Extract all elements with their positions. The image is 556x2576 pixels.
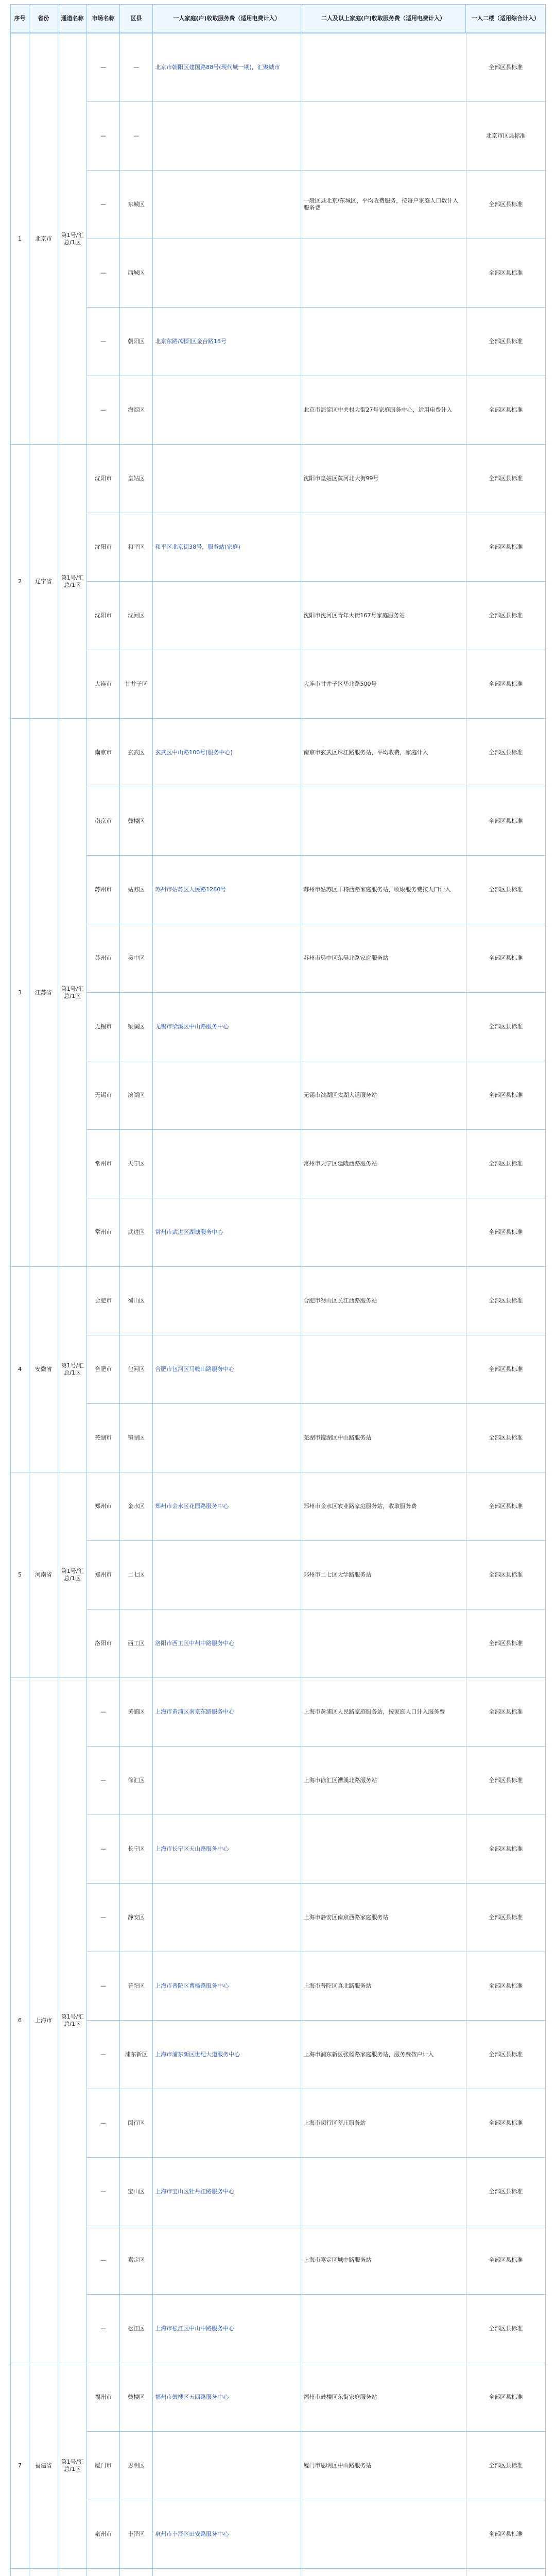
cell-option2: 常州市天宁区延陵西路服务站	[301, 1130, 466, 1198]
cell-province: 江苏省	[29, 719, 58, 1267]
cell-province: 安徽省	[29, 1267, 58, 1472]
cell-option2: 上海市黄浦区人民路家庭服务站，按家庭人口计入服务费	[301, 1678, 466, 1747]
cell-seq: 3	[11, 719, 29, 1267]
cell-district: 浦东新区	[120, 2021, 153, 2089]
cell-district: —	[120, 102, 153, 171]
cell-option3: 全部区县标准	[466, 33, 545, 102]
cell-district: 长宁区	[120, 1815, 153, 1884]
cell-option2: 无锡市滨湖区太湖大道服务站	[301, 1061, 466, 1130]
table-row	[11, 1678, 546, 1747]
cell-option3: 全部区县标准	[466, 1747, 545, 1815]
cell-option1	[153, 1130, 301, 1198]
cell-district: 宝山区	[120, 2158, 153, 2226]
cell-option2: 上海市徐汇区漕溪北路服务站	[301, 1747, 466, 1815]
cell-option3: 全部区县标准	[466, 2295, 545, 2363]
cell-province: 上海市	[29, 1678, 58, 2363]
cell-mode: 第1号/汇总/1区	[58, 445, 87, 719]
cell-district: 姑苏区	[120, 856, 153, 924]
cell-district: 甘井子区	[120, 650, 153, 719]
cell-district: 黄浦区	[120, 1678, 153, 1747]
cell-province: 河南省	[29, 1472, 58, 1678]
cell-option2	[301, 1335, 466, 1404]
header-province: 省份	[29, 5, 58, 32]
cell-option1: 郑州市金水区花园路服务中心	[153, 1472, 301, 1541]
table-header	[10, 4, 546, 33]
table-row	[11, 2363, 546, 2432]
cell-option1: 上海市宝山区牡丹江路服务中心	[153, 2158, 301, 2226]
table-row	[11, 856, 546, 924]
cell-option1	[153, 1541, 301, 1609]
cell-district: —	[120, 33, 153, 102]
cell-option2: 福州市鼓楼区东街家庭服务站	[301, 2363, 466, 2432]
cell-option2	[301, 513, 466, 582]
cell-city: —	[87, 1678, 120, 1747]
cell-city: 厦门市	[87, 2432, 120, 2500]
cell-city: —	[87, 2295, 120, 2363]
cell-option3: 全部区县标准	[466, 2226, 545, 2295]
cell-district: 思明区	[120, 2432, 153, 2500]
cell-option1: 泉州市丰泽区田安路服务中心	[153, 2500, 301, 2569]
cell-city: 沈阳市	[87, 582, 120, 650]
table-row	[11, 1335, 546, 1404]
cell-city: —	[87, 1884, 120, 1952]
cell-city: —	[87, 2021, 120, 2089]
cell-option3: 全部区县标准	[466, 1335, 545, 1404]
cell-district: 东城区	[120, 171, 153, 239]
cell-option3: 全部区县标准	[466, 787, 545, 856]
cell-district: 普陀区	[120, 1952, 153, 2021]
cell-option2	[301, 239, 466, 308]
cell-option3: 全部区县标准	[466, 2363, 545, 2432]
cell-option1	[153, 787, 301, 856]
cell-option2	[301, 2569, 466, 2576]
cell-option1	[153, 445, 301, 513]
table-row	[11, 1747, 546, 1815]
table-row	[11, 1609, 546, 1678]
cell-option1	[153, 650, 301, 719]
cell-city: 合肥市	[87, 1267, 120, 1335]
document	[10, 4, 546, 2576]
cell-option1: 洛阳市西工区中州中路服务中心	[153, 1609, 301, 1678]
cell-option1	[153, 376, 301, 445]
cell-district: 金水区	[120, 1472, 153, 1541]
cell-option2: 上海市普陀区真北路服务站	[301, 1952, 466, 2021]
cell-district: 包河区	[120, 1335, 153, 1404]
cell-option3: 全部区县标准	[466, 1541, 545, 1609]
table-row	[11, 2500, 546, 2569]
cell-option3: 全部区县标准	[466, 856, 545, 924]
table-row	[11, 2021, 546, 2089]
cell-district: 玄武区	[120, 719, 153, 787]
cell-option2	[301, 102, 466, 171]
cell-option1: 常州市武进区湖塘服务中心	[153, 1198, 301, 1267]
cell-city: 大连市	[87, 650, 120, 719]
cell-district: 鼓楼区	[120, 2363, 153, 2432]
cell-city: 福州市	[87, 2363, 120, 2432]
cell-option1	[153, 102, 301, 171]
table-row	[11, 924, 546, 993]
table-row	[11, 993, 546, 1061]
cell-city: —	[87, 2089, 120, 2158]
cell-option2: 一般区县北京/东城区，平均收费服务，按每户家庭人口数计入服务费	[301, 171, 466, 239]
header-mode: 通道名称	[58, 5, 87, 32]
table-row	[11, 102, 546, 171]
cell-option2: 南京市玄武区珠江路服务站，平均收费，家庭计入	[301, 719, 466, 787]
cell-option2: 沈阳市皇姑区黄河北大街99号	[301, 445, 466, 513]
cell-seq: 1	[11, 33, 29, 445]
table-row	[11, 1472, 546, 1541]
cell-option2	[301, 993, 466, 1061]
cell-option3: 全部区县标准	[466, 239, 545, 308]
table-row	[11, 1404, 546, 1472]
cell-option3: 全部区县标准	[466, 1472, 545, 1541]
table-row	[11, 33, 546, 102]
cell-option3: 全部区县标准	[466, 719, 545, 787]
header-option3: 一人二楼（适用综合计入）	[472, 15, 540, 22]
cell-city: —	[87, 1952, 120, 2021]
cell-option1: 合肥市包河区马鞍山路服务中心	[153, 1335, 301, 1404]
cell-mode	[58, 2569, 87, 2576]
cell-option2: 上海市嘉定区城中路服务站	[301, 2226, 466, 2295]
cell-option3: 北京市区县标准	[466, 102, 545, 171]
cell-district: 海淀区	[120, 376, 153, 445]
table-row	[11, 582, 546, 650]
cell-city: 常州市	[87, 1130, 120, 1198]
cell-province	[29, 2569, 58, 2576]
cell-mode: 第1号/汇总/1区	[58, 1472, 87, 1678]
cell-option2: 上海市浦东新区张杨路家庭服务站，服务费按户计入	[301, 2021, 466, 2089]
cell-city: 南京市	[87, 719, 120, 787]
cell-city: —	[87, 171, 120, 239]
cell-option2: 上海市闵行区莘庄服务站	[301, 2089, 466, 2158]
cell-city: 郑州市	[87, 1472, 120, 1541]
cell-option3: 全部区县标准	[466, 924, 545, 993]
cell-city: —	[87, 2226, 120, 2295]
cell-option1	[153, 924, 301, 993]
cell-option2	[301, 2500, 466, 2569]
cell-district: 静安区	[120, 1884, 153, 1952]
cell-option3: 全部区县标准	[466, 1267, 545, 1335]
cell-city: —	[87, 102, 120, 171]
cell-district: 吴中区	[120, 924, 153, 993]
cell-option3: 全部区县标准	[466, 1198, 545, 1267]
table-row	[11, 1815, 546, 1884]
cell-option1	[153, 239, 301, 308]
cell-option2: 北京市海淀区中关村大街27号家庭服务中心，适用电费计入	[301, 376, 466, 445]
cell-option2	[301, 1198, 466, 1267]
cell-city: 芜湖市	[87, 1404, 120, 1472]
cell-option3: 全部区县标准	[466, 2021, 545, 2089]
cell-option2	[301, 2295, 466, 2363]
cell-district: 松江区	[120, 2295, 153, 2363]
cell-option1: 北京东路/朝阳区金台路18号	[153, 308, 301, 376]
cell-option1: 玄武区中山路100号(服务中心)	[153, 719, 301, 787]
cell-option3: 全部区县标准	[466, 308, 545, 376]
cell-option3: 全部区县标准	[466, 582, 545, 650]
cell-district: 西工区	[120, 1609, 153, 1678]
cell-district: 二七区	[120, 1541, 153, 1609]
cell-seq: 4	[11, 1267, 29, 1472]
cell-option1	[153, 171, 301, 239]
cell-city: —	[87, 308, 120, 376]
cell-option2: 大连市甘井子区华北路500号	[301, 650, 466, 719]
cell-city: 无锡市	[87, 1061, 120, 1130]
data-table	[10, 33, 546, 2576]
cell-mode: 第1号/汇总/1区	[58, 2363, 87, 2569]
cell-city: —	[87, 1747, 120, 1815]
cell-city: 南京市	[87, 787, 120, 856]
cell-district: 皇姑区	[120, 445, 153, 513]
cell-option2	[301, 787, 466, 856]
cell-option1: 上海市普陀区曹杨路服务中心	[153, 1952, 301, 2021]
cell-district: 沈河区	[120, 582, 153, 650]
cell-city: —	[87, 2158, 120, 2226]
cell-district: 和平区	[120, 513, 153, 582]
cell-option2: 苏州市吴中区东吴北路家庭服务站	[301, 924, 466, 993]
cell-option3: 全部区县标准	[466, 1130, 545, 1198]
cell-district: 蜀山区	[120, 1267, 153, 1335]
cell-city: 泉州市	[87, 2500, 120, 2569]
cell-city: —	[87, 376, 120, 445]
cell-option1	[153, 1747, 301, 1815]
cell-city: 洛阳市	[87, 1609, 120, 1678]
cell-seq: 6	[11, 1678, 29, 2363]
cell-option3	[466, 2569, 545, 2576]
cell-district: 镜湖区	[120, 1404, 153, 1472]
cell-option1	[153, 1061, 301, 1130]
cell-option1	[153, 1267, 301, 1335]
cell-city: —	[87, 33, 120, 102]
table-row	[11, 719, 546, 787]
cell-option1	[153, 582, 301, 650]
header-option1: 一人家庭(户)收取服务费（适用电费计入）	[153, 5, 301, 32]
cell-option3: 全部区县标准	[466, 2089, 545, 2158]
table-row	[11, 308, 546, 376]
cell-option3: 全部区县标准	[466, 445, 545, 513]
cell-district	[120, 2569, 153, 2576]
cell-district: 丰泽区	[120, 2500, 153, 2569]
cell-mode: 第1号/汇总/1区	[58, 1267, 87, 1472]
table-row	[11, 1130, 546, 1198]
cell-option2: 上海市静安区南京西路家庭服务站	[301, 1884, 466, 1952]
cell-city: 无锡市	[87, 993, 120, 1061]
cell-district: 西城区	[120, 239, 153, 308]
table-row	[11, 239, 546, 308]
cell-province: 辽宁省	[29, 445, 58, 719]
table-row	[11, 1952, 546, 2021]
cell-option1: 上海市松江区中山中路服务中心	[153, 2295, 301, 2363]
table-row	[11, 2295, 546, 2363]
table-row	[11, 2226, 546, 2295]
cell-option2	[301, 308, 466, 376]
cell-district: 梁溪区	[120, 993, 153, 1061]
cell-option3: 全部区县标准	[466, 376, 545, 445]
cell-option3: 全部区县标准	[466, 1061, 545, 1130]
cell-option2: 芜湖市镜湖区中山路服务站	[301, 1404, 466, 1472]
cell-option1: 福州市鼓楼区五四路服务中心	[153, 2363, 301, 2432]
cell-option1	[153, 2089, 301, 2158]
table-row	[11, 2432, 546, 2500]
cell-option2	[301, 1609, 466, 1678]
cell-seq: 5	[11, 1472, 29, 1678]
cell-option3: 全部区县标准	[466, 2432, 545, 2500]
cell-mode: 第1号/汇总/1区	[58, 33, 87, 445]
cell-city: 苏州市	[87, 924, 120, 993]
cell-city: 沈阳市	[87, 445, 120, 513]
cell-option3: 全部区县标准	[466, 1952, 545, 2021]
cell-option3: 全部区县标准	[466, 1884, 545, 1952]
cell-city: —	[87, 1815, 120, 1884]
table-row	[11, 787, 546, 856]
cell-option2	[301, 1815, 466, 1884]
table-row	[11, 2569, 546, 2576]
cell-city	[87, 2569, 120, 2576]
cell-option1: 上海市黄浦区南京东路服务中心	[153, 1678, 301, 1747]
cell-district: 徐汇区	[120, 1747, 153, 1815]
table-row	[11, 1061, 546, 1130]
cell-option2: 苏州市姑苏区干将西路家庭服务站，收取服务费按人口计入	[301, 856, 466, 924]
cell-option1	[153, 2569, 301, 2576]
cell-seq: 2	[11, 445, 29, 719]
cell-option3: 全部区县标准	[466, 513, 545, 582]
cell-option3: 全部区县标准	[466, 1678, 545, 1747]
cell-option2: 沈阳市沈河区青年大街167号家庭服务站	[301, 582, 466, 650]
cell-option1	[153, 2432, 301, 2500]
cell-district: 天宁区	[120, 1130, 153, 1198]
cell-option2: 厦门市思明区中山路服务站	[301, 2432, 466, 2500]
table-row	[11, 2089, 546, 2158]
table-row	[11, 1541, 546, 1609]
cell-option3: 全部区县标准	[466, 1404, 545, 1472]
cell-option3: 全部区县标准	[466, 2500, 545, 2569]
cell-seq	[11, 2569, 29, 2576]
table-row	[11, 650, 546, 719]
cell-option2: 郑州市二七区大学路服务站	[301, 1541, 466, 1609]
table-row	[11, 1267, 546, 1335]
cell-option2	[301, 2158, 466, 2226]
table-row	[11, 2158, 546, 2226]
table-row	[11, 376, 546, 445]
cell-option3: 全部区县标准	[466, 2158, 545, 2226]
cell-option1	[153, 2226, 301, 2295]
cell-city: 沈阳市	[87, 513, 120, 582]
table-row	[11, 1198, 546, 1267]
table-row	[11, 513, 546, 582]
cell-option3: 全部区县标准	[466, 1609, 545, 1678]
cell-option3: 全部区县标准	[466, 993, 545, 1061]
cell-option2: 合肥市蜀山区长江西路服务站	[301, 1267, 466, 1335]
header-seq: 序号	[11, 5, 29, 32]
cell-district: 朝阳区	[120, 308, 153, 376]
cell-city: 苏州市	[87, 856, 120, 924]
header-option2: 二人及以上家庭(户)收取服务费（适用电费计入）	[301, 5, 466, 32]
cell-option1: 和平区北京街38号，服务站(家庭)	[153, 513, 301, 582]
cell-city: 合肥市	[87, 1335, 120, 1404]
header-district: 区县	[120, 5, 153, 32]
cell-province: 福建省	[29, 2363, 58, 2569]
header-city: 市场名称	[87, 5, 120, 32]
cell-option1: 苏州市姑苏区人民路1280号	[153, 856, 301, 924]
cell-mode: 第1号/汇总/1区	[58, 1678, 87, 2363]
cell-district: 滨湖区	[120, 1061, 153, 1130]
cell-city: 郑州市	[87, 1541, 120, 1609]
cell-province: 北京市	[29, 33, 58, 445]
table-row	[11, 445, 546, 513]
cell-option1: 上海市长宁区天山路服务中心	[153, 1815, 301, 1884]
cell-mode: 第1号/汇总/1区	[58, 719, 87, 1267]
cell-option3: 全部区县标准	[466, 1815, 545, 1884]
cell-city: 常州市	[87, 1198, 120, 1267]
cell-district: 鼓楼区	[120, 787, 153, 856]
cell-option1	[153, 1404, 301, 1472]
cell-option1: 上海市浦东新区世纪大道服务中心	[153, 2021, 301, 2089]
cell-option1: 无锡市梁溪区中山路服务中心	[153, 993, 301, 1061]
cell-option2: 郑州市金水区农业路家庭服务站，收取服务费	[301, 1472, 466, 1541]
table-row	[11, 171, 546, 239]
cell-district: 武进区	[120, 1198, 153, 1267]
cell-seq: 7	[11, 2363, 29, 2569]
table-row	[11, 1884, 546, 1952]
cell-district: 闵行区	[120, 2089, 153, 2158]
cell-option2	[301, 33, 466, 102]
cell-option1: 北京市朝阳区建国路88号(现代城一期)，汇聚城市	[153, 33, 301, 102]
cell-district: 嘉定区	[120, 2226, 153, 2295]
cell-option3: 全部区县标准	[466, 171, 545, 239]
cell-city: —	[87, 239, 120, 308]
cell-option1	[153, 1884, 301, 1952]
cell-option3: 全部区县标准	[466, 650, 545, 719]
